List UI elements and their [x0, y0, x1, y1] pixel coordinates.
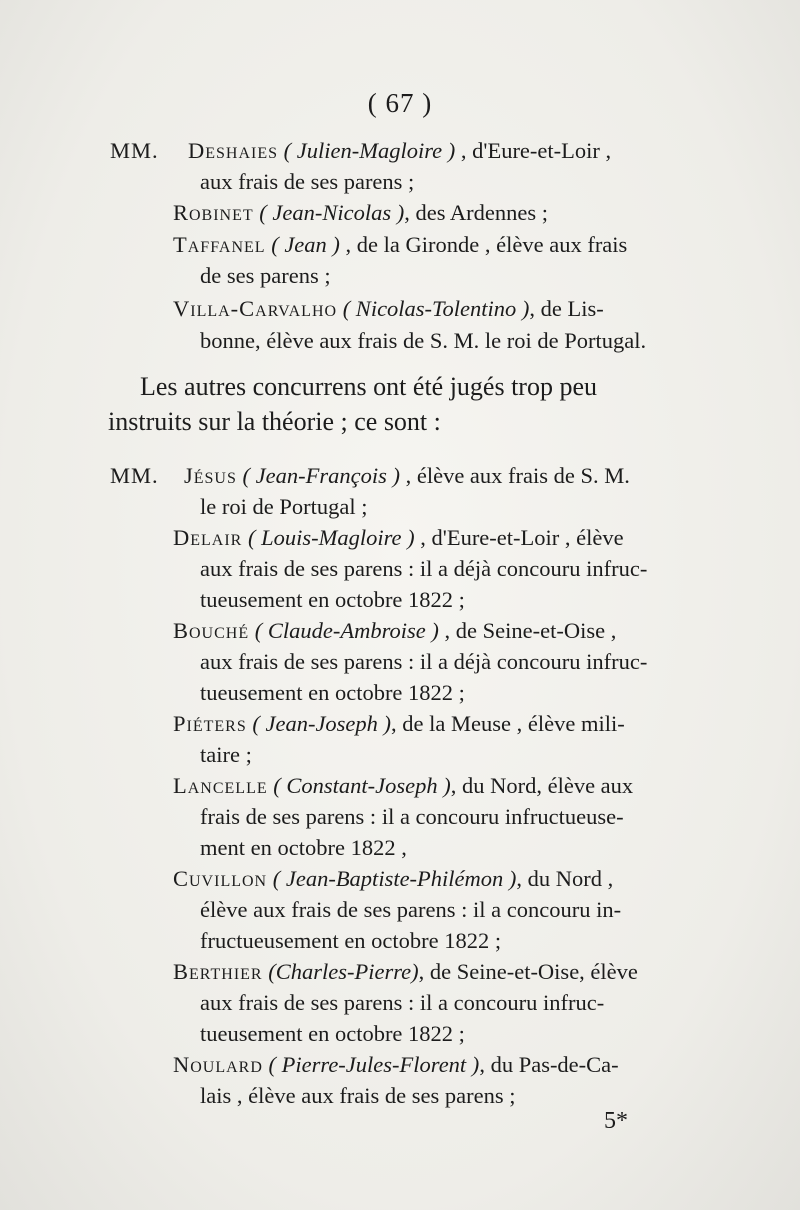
surname: Taffanel: [173, 232, 266, 257]
mm-label: MM.: [110, 138, 159, 163]
surname: Bouché: [173, 618, 250, 643]
entry-continuation: élève aux frais de ses parens : il a concouru in-: [200, 897, 622, 922]
entry-first-line: [188, 135, 611, 166]
surname: Berthier: [173, 959, 263, 984]
entry-text: , de la Meuse , élève mili-: [391, 711, 625, 736]
entry-first-line: [173, 956, 638, 987]
given-names: ( Louis-Magloire ): [247, 525, 415, 550]
surname: Delair: [173, 525, 243, 550]
entry-continuation: ment en octobre 1822 ,: [200, 835, 407, 860]
given-names: ( Jean-Joseph ): [252, 711, 392, 736]
surname: Robinet: [173, 200, 254, 225]
given-names: ( Nicolas-Tolentino ): [342, 296, 530, 321]
entry-continuation: bonne, élève aux frais de S. M. le roi de Portugal.: [200, 328, 647, 353]
entry-text: , du Nord, élève aux: [450, 773, 634, 798]
entry-first-line: [173, 708, 625, 739]
given-names: ( Constant-Joseph ): [273, 773, 451, 798]
surname: Jésus: [184, 463, 237, 488]
entry-continuation: frais de ses parens : il a concouru infructueuse-: [200, 804, 624, 829]
entry-first-line: [184, 460, 630, 491]
entry-continuation: tueusement en octobre 1822 ;: [200, 587, 465, 612]
entry-continuation: tueusement en octobre 1822 ;: [200, 1021, 465, 1046]
surname: Deshaies: [188, 138, 279, 163]
signature-mark: 5*: [604, 1108, 628, 1134]
entry-text: , de Seine-et-Oise ,: [444, 618, 617, 643]
mm-label: MM.: [110, 463, 159, 488]
entry-first-line: [173, 770, 633, 801]
given-names: ( Jean-François ): [242, 463, 400, 488]
entry-text: , élève aux frais de S. M.: [405, 463, 630, 488]
page-number: ( 67 ): [367, 88, 433, 118]
entry-first-line: [173, 522, 624, 553]
entry-first-line: [173, 229, 627, 260]
entry-first-line: [173, 615, 616, 646]
entry-first-line: [173, 1049, 619, 1080]
surname: Lancelle: [173, 773, 268, 798]
paragraph-line-1: Les autres concurrens ont été jugés trop peu: [140, 372, 598, 401]
entry-continuation: lais , élève aux frais de ses parens ;: [200, 1083, 516, 1108]
entry-text: , des Ardennes ;: [404, 200, 548, 225]
surname: Cuvillon: [173, 866, 268, 891]
given-names: ( Jean-Nicolas ): [259, 200, 405, 225]
given-names: ( Jean-Baptiste-Philémon ): [272, 866, 517, 891]
surname: Villa-Carvalho: [173, 296, 338, 321]
entry-first-line: [173, 197, 548, 228]
given-names: ( Pierre-Jules-Florent ): [268, 1052, 480, 1077]
entry-continuation: taire ;: [200, 742, 252, 767]
entry-first-line: [173, 293, 604, 324]
surname: Noulard: [173, 1052, 263, 1077]
entry-first-line: [173, 863, 613, 894]
entry-text: , du Nord ,: [516, 866, 614, 891]
entry-continuation: aux frais de ses parens : il a déjà concouru infruc-: [200, 556, 648, 581]
entry-continuation: aux frais de ses parens : il a concouru infruc-: [200, 990, 605, 1015]
entry-continuation: fructueusement en octobre 1822 ;: [200, 928, 502, 953]
entry-continuation: le roi de Portugal ;: [200, 494, 368, 519]
entry-text: , d'Eure-et-Loir ,: [460, 138, 612, 163]
entry-continuation: de ses parens ;: [200, 263, 331, 288]
entry-continuation: aux frais de ses parens ;: [200, 169, 415, 194]
given-names: (Charles-Pierre): [268, 959, 419, 984]
given-names: ( Jean ): [271, 232, 340, 257]
entry-continuation: aux frais de ses parens : il a déjà concouru infruc-: [200, 649, 648, 674]
given-names: ( Claude-Ambroise ): [254, 618, 439, 643]
entry-text: , du Pas-de-Ca-: [479, 1052, 619, 1077]
entry-continuation: tueusement en octobre 1822 ;: [200, 680, 465, 705]
entry-text: , de Seine-et-Oise, élève: [418, 959, 638, 984]
surname: Piéters: [173, 711, 247, 736]
given-names: ( Julien-Magloire ): [283, 138, 456, 163]
entry-text: , de la Gironde , élève aux frais: [345, 232, 628, 257]
entry-text: , d'Eure-et-Loir , élève: [420, 525, 624, 550]
paragraph-line-2: instruits sur la théorie ; ce sont :: [108, 407, 441, 436]
entry-text: , de Lis-: [529, 296, 604, 321]
